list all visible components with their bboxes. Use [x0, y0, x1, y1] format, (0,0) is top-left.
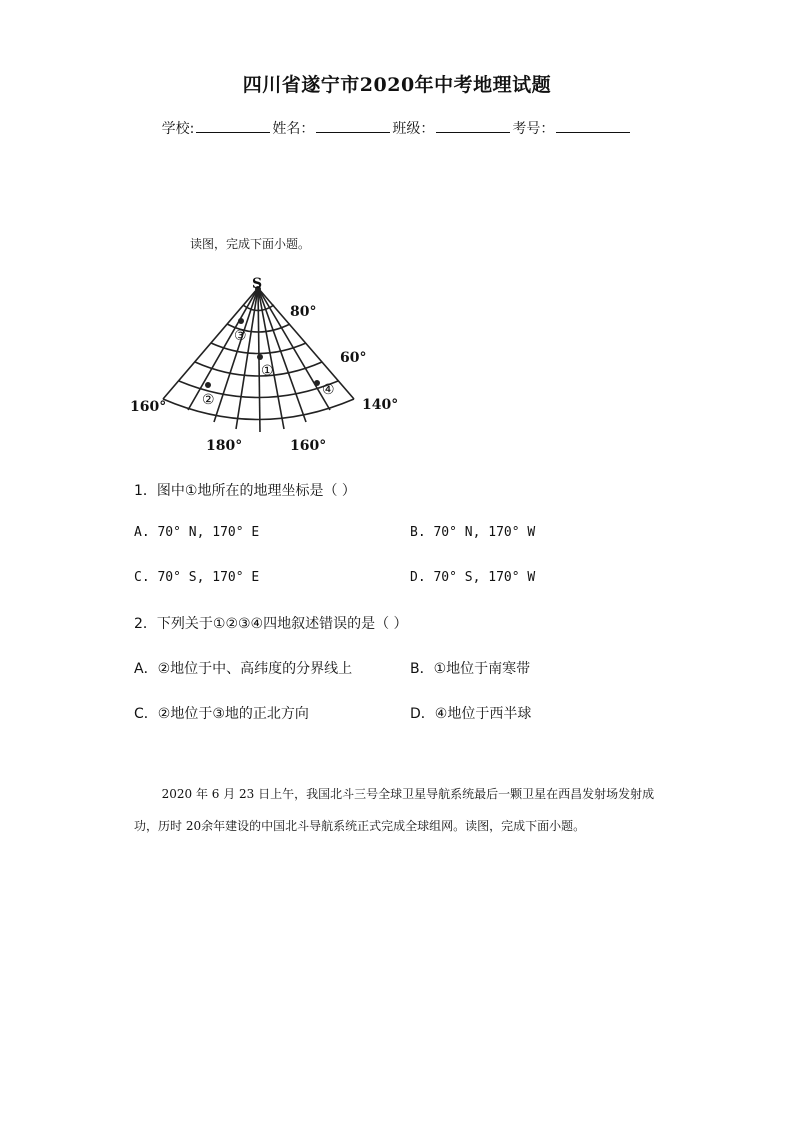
question-1-option-a[interactable]: A. 70° N, 170° E [134, 525, 260, 540]
school-blank[interactable] [196, 118, 270, 133]
name-blank[interactable] [316, 118, 390, 133]
point-4-dot [314, 380, 320, 386]
passage-intro: 2020 年 6 月 23 日上午，我国北斗三号全球卫星导航系统最后一颗卫星在西昌发射场发射成功，历时 20余年建设的中国北斗导航系统正式完成全球组网。读图，完成下面小题。 [134, 787, 655, 833]
meridian-4 [258, 288, 260, 432]
exam-no-blank[interactable] [556, 118, 630, 133]
point-3-dot [238, 318, 244, 324]
question-2-stem: 2．下列关于①②③④四地叙述错误的是（ ） [134, 616, 408, 632]
label-point-4: ④ [322, 382, 335, 398]
label-point-1: ① [261, 363, 274, 379]
page-title: 四川省遂宁市2020年中考地理试题 [242, 74, 552, 96]
point-2-dot [205, 382, 211, 388]
meridian-2 [214, 288, 258, 422]
label-point-2: ② [202, 392, 215, 408]
question-2-option-d[interactable]: D．④地位于西半球 [410, 706, 532, 722]
label-lat-60: 60° [340, 350, 367, 366]
question-1-option-b[interactable]: B. 70° N, 170° W [410, 525, 536, 540]
student-info-line [0, 118, 794, 138]
label-lat-80: 80° [290, 304, 317, 320]
label-lon-140: 140° [362, 397, 399, 413]
class-label: 班级： [392, 121, 435, 137]
label-lon-160-left: 160° [130, 399, 167, 415]
meridian-1 [188, 288, 258, 410]
polar-map-figure [128, 272, 403, 457]
class-blank[interactable] [436, 118, 510, 133]
question-2-option-a[interactable]: A．②地位于中、高纬度的分界线上 [134, 661, 353, 677]
name-label: 姓名： [272, 121, 315, 137]
label-lon-160-bottom: 160° [290, 438, 327, 454]
intro-text-1: 读图，完成下面小题。 [190, 237, 311, 251]
point-1-dot [257, 354, 263, 360]
question-1-stem: 1．图中①地所在的地理坐标是（ ） [134, 483, 356, 499]
school-label: 学校: [161, 121, 195, 137]
question-1-option-c[interactable]: C. 70° S, 170° E [134, 570, 260, 585]
exam-no-label: 考号： [512, 121, 555, 137]
question-2-option-c[interactable]: C．②地位于③地的正北方向 [134, 706, 309, 722]
label-pole: S [252, 276, 263, 292]
question-2-option-b[interactable]: B．①地位于南寒带 [410, 661, 531, 677]
label-lon-180: 180° [206, 438, 243, 454]
label-point-3: ③ [234, 328, 247, 344]
question-1-option-d[interactable]: D. 70° S, 170° W [410, 570, 536, 585]
